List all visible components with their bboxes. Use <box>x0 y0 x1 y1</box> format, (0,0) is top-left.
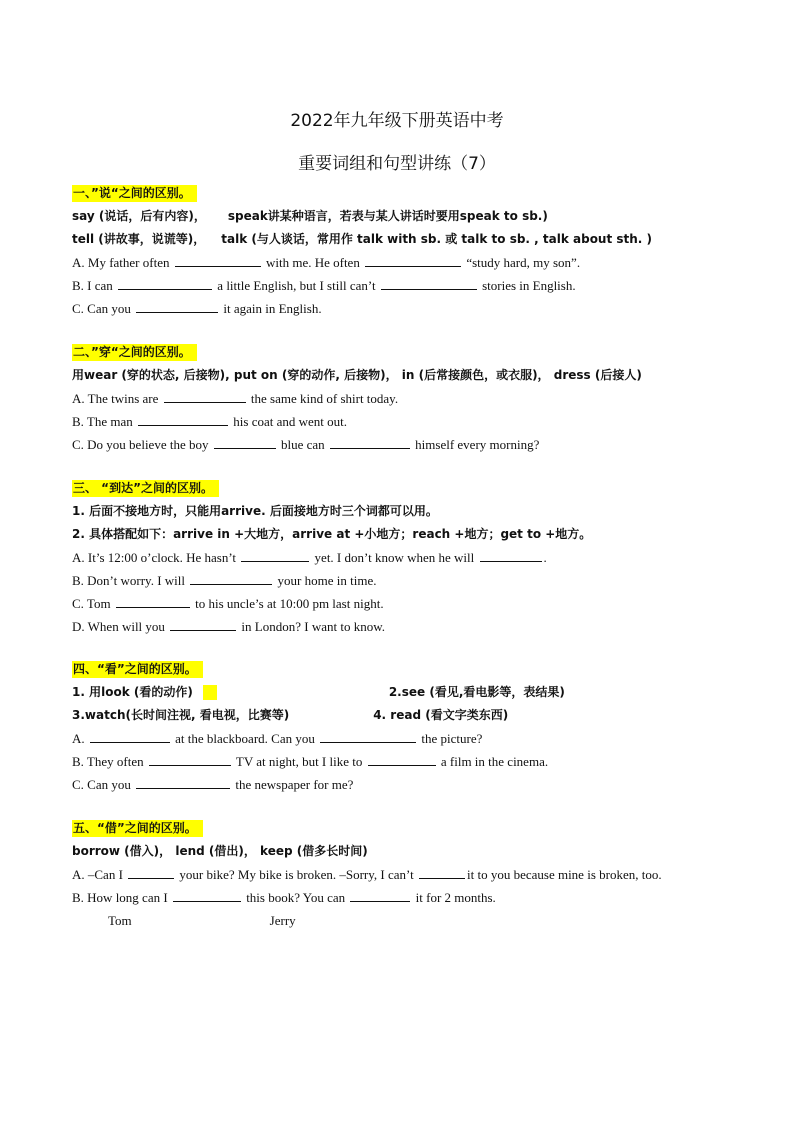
exercise-text: yet. I don’t know when he will <box>314 550 475 565</box>
exercise-text: TV at night, but I like to <box>235 754 363 769</box>
section-1-rule-2 <box>72 228 752 251</box>
section-5-rule: borrow (借入)， lend (借出)， keep (借多长时间) <box>72 844 368 858</box>
exercise-text: C. Tom <box>72 596 111 611</box>
exercise-text: it to you because mine is broken, too. <box>466 867 662 882</box>
section-5 <box>72 819 752 932</box>
section-4 <box>72 660 752 796</box>
blank-field[interactable] <box>164 389 246 403</box>
blank-field[interactable] <box>214 435 276 449</box>
name-row <box>72 909 752 932</box>
exercise-text: it again in English. <box>223 301 322 316</box>
blank-field[interactable] <box>136 775 230 789</box>
exercise-text: a little English, but I still can’t <box>217 278 376 293</box>
rule-tell: tell (讲故事，说谎等)， <box>72 232 206 246</box>
section-1-rule-1 <box>72 205 752 228</box>
blank-field[interactable] <box>138 412 228 426</box>
exercise-text: B. The man <box>72 414 133 429</box>
section-5-heading: 五、“借”之间的区别。 <box>72 820 203 837</box>
name-jerry: Jerry <box>269 913 296 928</box>
exercise-text: A. <box>72 731 85 746</box>
exercise-text: B. How long can I <box>72 890 168 905</box>
exercise-4a <box>72 727 752 750</box>
name-tom: Tom <box>108 913 132 928</box>
exercise-3a <box>72 546 752 569</box>
exercise-text: B. Don’t worry. I will <box>72 573 186 588</box>
exercise-1b <box>72 274 752 297</box>
exercise-text: B. I can <box>72 278 113 293</box>
exercise-text: at the blackboard. Can you <box>175 731 315 746</box>
exercise-text: this book? You can <box>246 890 346 905</box>
section-3-rule-1: 1. 后面不接地方时，只能用arrive. 后面接地方时三个词都可以用。 <box>72 504 438 518</box>
section-4-rule-2 <box>72 704 752 727</box>
exercise-text: to his uncle’s at 10:00 pm last night. <box>195 596 384 611</box>
exercise-3d <box>72 615 752 638</box>
blank-field[interactable] <box>381 276 477 290</box>
rule-talk: talk (与人谈话，常用作 talk with sb. 或 talk to sb. , talk about sth. ) <box>221 232 653 246</box>
blank-field[interactable] <box>365 253 461 267</box>
blank-field[interactable] <box>90 729 170 743</box>
section-3-rule-2: 2. 具体搭配如下：arrive in +大地方，arrive at +小地方；reach +地方；get to +地方。 <box>72 527 592 541</box>
blank-field[interactable] <box>149 752 231 766</box>
section-4-heading: 四、“看”之间的区别。 <box>72 661 203 678</box>
exercise-text: C. Can you <box>72 301 131 316</box>
exercise-text: in London? I want to know. <box>241 619 385 634</box>
section-3-heading: 三、 “到达”之间的区别。 <box>72 480 219 497</box>
blank-field[interactable] <box>241 548 309 562</box>
rule-read: 4. read (看文字类东西) <box>373 708 509 722</box>
blank-field[interactable] <box>320 729 416 743</box>
exercise-4b <box>72 750 752 773</box>
exercise-2a <box>72 387 752 410</box>
rule-watch: 3.watch(长时间注视, 看电视，比赛等) <box>72 708 290 722</box>
blank-field[interactable] <box>368 752 436 766</box>
blank-field[interactable] <box>330 435 410 449</box>
section-2-rule: 用wear (穿的状态, 后接物), put on (穿的动作, 后接物)， in (后常接颜色，或衣服)， dress (后接人) <box>72 368 642 382</box>
exercise-5b <box>72 886 752 909</box>
section-4-rule-1 <box>72 681 752 704</box>
exercise-text: the newspaper for me? <box>235 777 354 792</box>
exercise-text: . <box>543 550 547 565</box>
exercise-text: your home in time. <box>277 573 377 588</box>
exercise-1a <box>72 251 752 274</box>
section-3 <box>72 479 752 638</box>
exercise-text: the picture? <box>421 731 483 746</box>
blank-field[interactable] <box>480 548 542 562</box>
exercise-3c <box>72 592 752 615</box>
rule-see: 2.see (看见,看电影等，表结果) <box>388 685 565 699</box>
exercise-text: your bike? My bike is broken. –Sorry, I can’t <box>179 867 414 882</box>
exercise-text: A. My father often <box>72 255 170 270</box>
page-subtitle: 重要词组和句型讲练（7） <box>298 154 496 174</box>
exercise-text: B. They often <box>72 754 144 769</box>
exercise-1c <box>72 297 752 320</box>
blank-field[interactable] <box>116 594 190 608</box>
exercise-text: C. Can you <box>72 777 131 792</box>
blank-field[interactable] <box>128 865 174 879</box>
section-2 <box>72 343 752 456</box>
page-title: 2022年九年级下册英语中考 <box>290 111 504 131</box>
exercise-text: a film in the cinema. <box>440 754 549 769</box>
blank-field[interactable] <box>170 617 236 631</box>
exercise-text: “study hard, my son”. <box>466 255 581 270</box>
exercise-text: himself every morning? <box>415 437 540 452</box>
exercise-text: the same kind of shirt today. <box>250 391 399 406</box>
exercise-text: blue can <box>280 437 325 452</box>
blank-field[interactable] <box>118 276 212 290</box>
exercise-5a <box>72 863 752 886</box>
section-1 <box>72 184 752 320</box>
rule-look: 1. 用look (看的动作) <box>72 685 193 699</box>
highlight-mark <box>203 685 217 700</box>
exercise-text: it for 2 months. <box>415 890 496 905</box>
exercise-4c <box>72 773 752 796</box>
section-2-heading: 二、”穿“之间的区别。 <box>72 344 197 361</box>
exercise-text: A. It’s 12:00 o’clock. He hasn’t <box>72 550 237 565</box>
blank-field[interactable] <box>190 571 272 585</box>
rule-say: say (说话，后有内容)， <box>72 209 206 223</box>
exercise-2b <box>72 410 752 433</box>
exercise-text: his coat and went out. <box>233 414 348 429</box>
blank-field[interactable] <box>136 299 218 313</box>
exercise-text: with me. He often <box>265 255 360 270</box>
blank-field[interactable] <box>175 253 261 267</box>
exercise-text: A. The twins are <box>72 391 159 406</box>
exercise-text: A. –Can I <box>72 867 123 882</box>
section-1-heading: 一、”说“之间的区别。 <box>72 185 197 202</box>
exercise-text: D. When will you <box>72 619 165 634</box>
rule-speak: speak讲某种语言，若表与某人讲话时要用speak to sb.) <box>227 209 548 223</box>
exercise-text: C. Do you believe the boy <box>72 437 209 452</box>
blank-field[interactable] <box>350 888 410 902</box>
blank-field[interactable] <box>173 888 241 902</box>
exercise-text: stories in English. <box>482 278 576 293</box>
blank-field[interactable] <box>419 865 465 879</box>
exercise-2c <box>72 433 752 456</box>
exercise-3b <box>72 569 752 592</box>
